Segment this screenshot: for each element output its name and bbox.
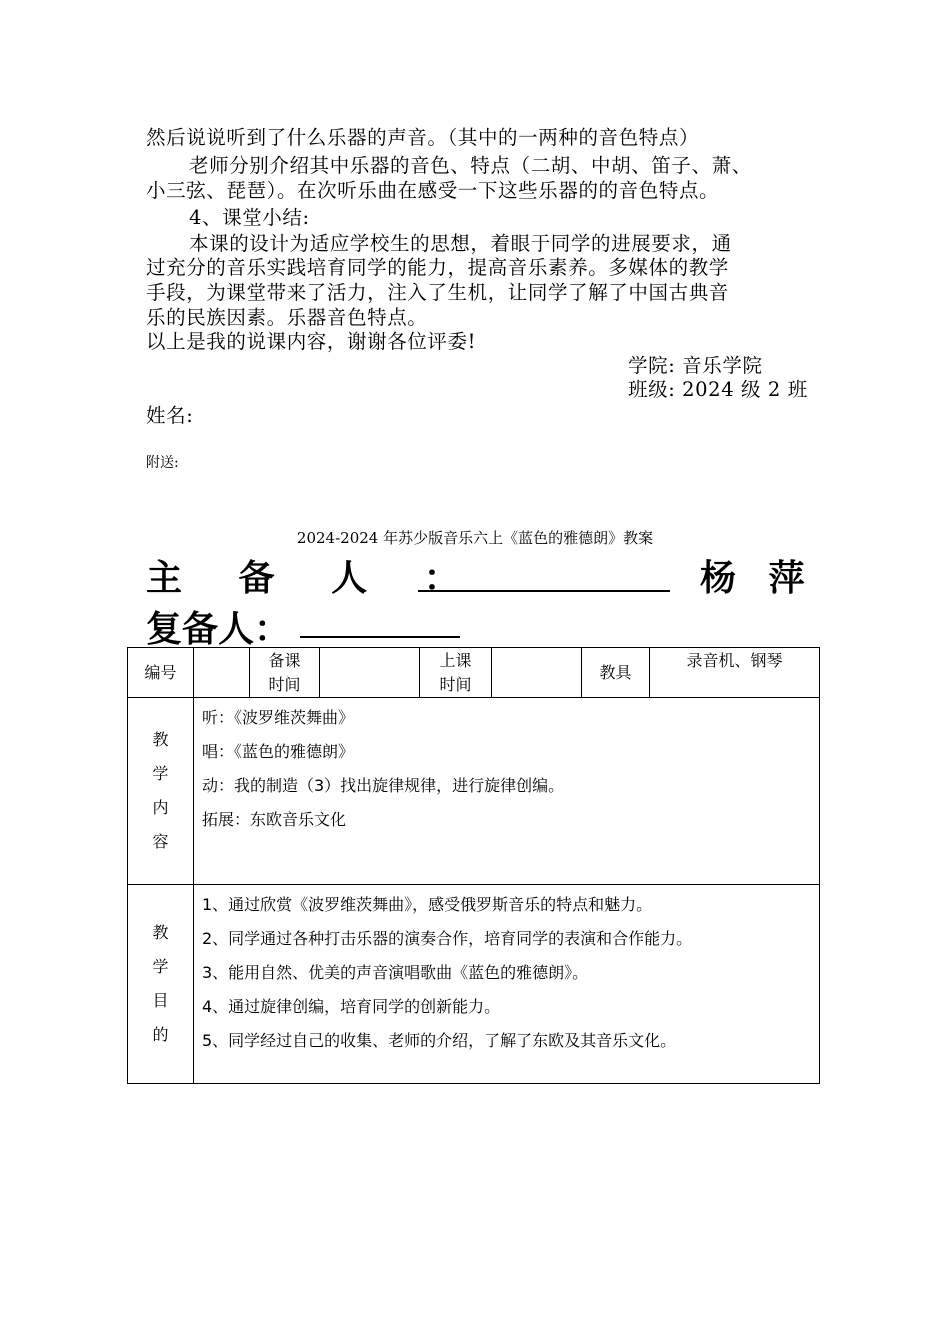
- college-label: 学院: 音乐学院: [628, 354, 763, 377]
- paragraph-line: 手段，为课堂带来了活力，注入了生机，让同学了解了中国古典音: [146, 281, 729, 304]
- main-preparer-underline: [418, 590, 670, 592]
- document-title: 2024-2024 年苏少版音乐六上《蓝色的雅德朗》教案: [296, 529, 654, 547]
- paragraph-line: 然后说说听到了什么乐器的声音。（其中的一两种的音色特点）: [146, 126, 700, 149]
- goal-item: 1、通过欣赏《波罗维茨舞曲》，感受俄罗斯音乐的特点和魅力。: [202, 895, 653, 914]
- class-label: 班级: 2024 级 2 班: [628, 378, 808, 401]
- content-label-char: 学: [152, 764, 169, 783]
- content-item: 拓展：东欧音乐文化: [202, 810, 347, 829]
- content-item: 唱：《蓝色的雅德朗》: [202, 742, 355, 761]
- section-heading: 4、课堂小结:: [189, 206, 310, 229]
- goal-item: 2、同学通过各种打击乐器的演奏合作，培育同学的表演和合作能力。: [202, 929, 693, 948]
- content-item: 听：《波罗维茨舞曲》: [202, 708, 355, 727]
- prep-time-label-line: 时间: [268, 674, 301, 694]
- goals-row: [128, 885, 820, 1084]
- attachment-label: 附送:: [146, 455, 179, 471]
- class-time-value: [492, 648, 582, 698]
- number-label: 编号: [128, 648, 194, 698]
- paragraph-line: 老师分别介绍其中乐器的音色、特点（二胡、中胡、笛子、萧、: [189, 154, 752, 177]
- prep-time-value: [320, 648, 420, 698]
- tools-label: 教具: [582, 648, 650, 698]
- goals-label-char: 目: [152, 991, 169, 1010]
- prep-time-label: [250, 648, 320, 698]
- class-time-label-line: 时间: [439, 674, 472, 694]
- goal-item: 3、能用自然、优美的声音演唱歌曲《蓝色的雅德朗》。: [202, 963, 589, 982]
- goals-label-char: 教: [152, 923, 169, 942]
- content-label-char: 内: [152, 798, 169, 817]
- content-label: [128, 698, 194, 885]
- table-header-row: [128, 648, 820, 698]
- content-item: 动：我的制造（3）找出旋律规律，进行旋律创编。: [202, 776, 565, 795]
- goals-label-char: 学: [152, 957, 169, 976]
- paragraph-line: 本课的设计为适应学校生的思想，着眼于同学的进展要求，通: [189, 232, 732, 255]
- goal-item: 4、通过旋律创编，培育同学的创新能力。: [202, 997, 501, 1016]
- goals-label: [128, 885, 194, 1084]
- lesson-plan-table: [127, 647, 820, 1084]
- tools-value: 录音机、钢琴: [650, 648, 820, 698]
- paragraph-line: 小三弦、琵琶）。在次听乐曲在感受一下这些乐器的的音色特点。: [146, 179, 720, 202]
- goals-cell: [194, 885, 820, 1084]
- name-label: 姓名:: [146, 404, 194, 427]
- main-preparer-label: 主 备 人 ：: [146, 558, 482, 599]
- review-preparer-underline: [300, 636, 460, 638]
- content-cell: [194, 698, 820, 885]
- content-label-char: 容: [152, 832, 169, 851]
- goals-label-char: 的: [152, 1025, 169, 1044]
- content-row: [128, 698, 820, 885]
- paragraph-line: 乐的民族因素。乐器音色特点。: [146, 306, 428, 329]
- class-time-label-line: 上课: [439, 650, 472, 670]
- number-value: [194, 648, 250, 698]
- closing-line: 以上是我的说课内容，谢谢各位评委!: [146, 330, 477, 353]
- prep-time-label-line: 备课: [268, 650, 301, 670]
- review-preparer-label: 复备人：: [146, 609, 291, 650]
- main-preparer-name: 杨 萍: [700, 558, 815, 599]
- class-time-label: [420, 648, 492, 698]
- content-label-char: 教: [152, 730, 169, 749]
- paragraph-line: 过充分的音乐实践培育同学的能力，提高音乐素养。多媒体的教学: [146, 256, 729, 279]
- goal-item: 5、同学经过自己的收集、老师的介绍，了解了东欧及其音乐文化。: [202, 1031, 677, 1050]
